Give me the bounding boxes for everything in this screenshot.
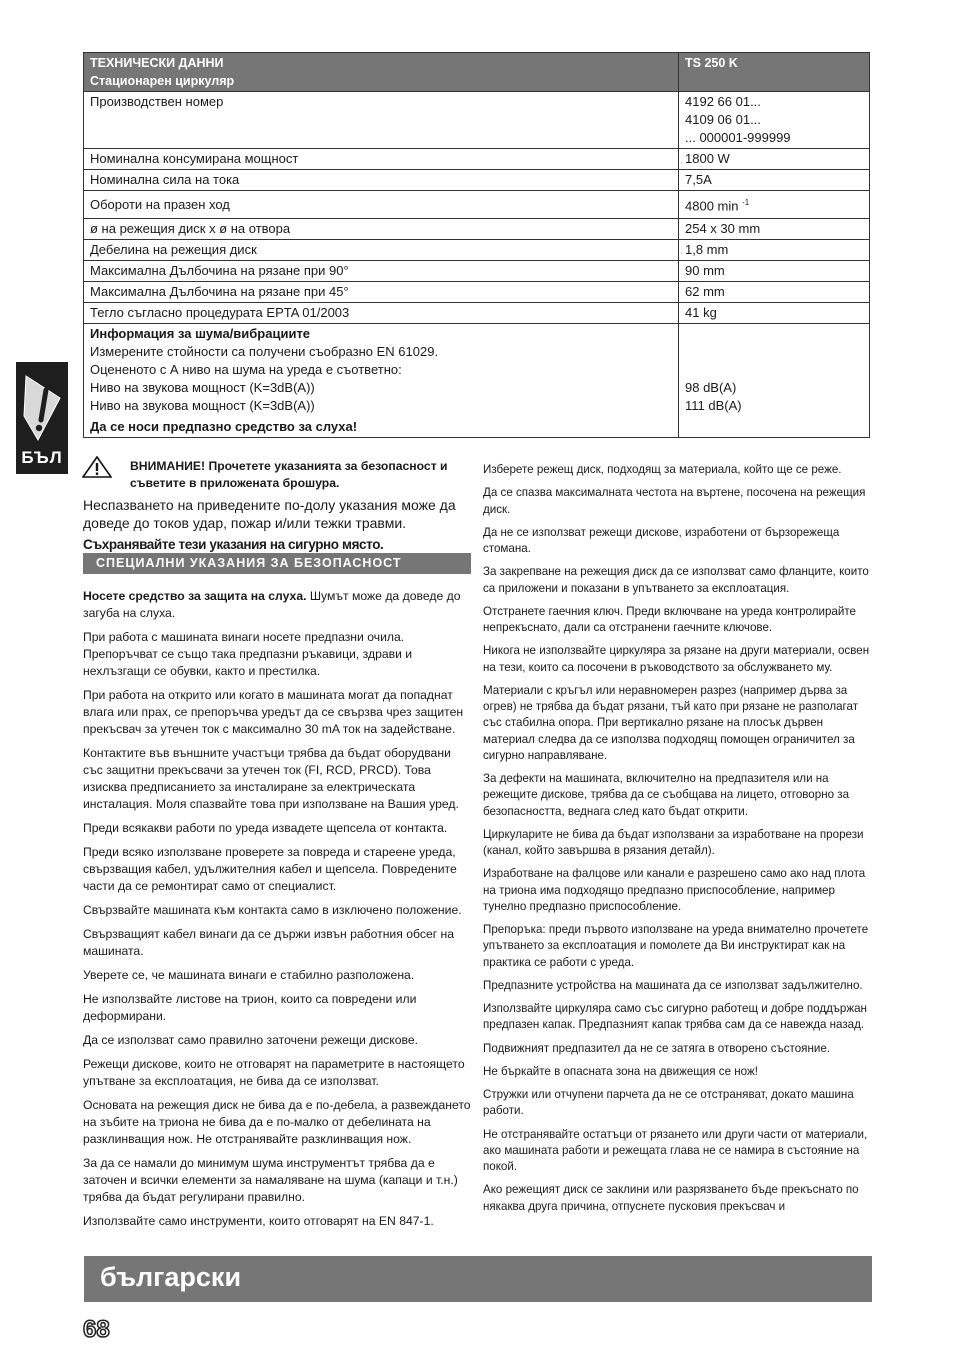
table-row — [84, 303, 870, 324]
paragraph: Основата на режещия диск не бива да е по-дебела, а развеждането на зъбите на триона не бива да е по-малко от дебелината на разклинващия нож. Не отстранявайте разклинващия нож. — [83, 1098, 471, 1146]
noise-line-2: Оцененото с А ниво на шума на уреда е съответно: — [90, 362, 402, 377]
product-number-1: 4192 66 01... — [685, 94, 761, 109]
noise-line-4: Ниво на звукова мощност (K=3dB(A)) — [90, 398, 315, 413]
technical-data-table — [83, 52, 870, 438]
table-row — [84, 191, 870, 219]
table-row — [84, 149, 870, 170]
row-value: 1800 W — [679, 149, 870, 170]
paragraph: Не бъркайте в опасната зона на движещия се нож! — [483, 1064, 758, 1078]
noise-row — [84, 324, 870, 438]
left-column — [83, 458, 471, 1237]
paragraph: При работа с машината винаги носете предпазни очила. Препоръчват се също така предпазни ръкавици, здрави и нехлъзгащи се обувки, както и престилка. — [83, 630, 413, 678]
noise-values — [679, 324, 870, 438]
paragraph: Циркуларите не бива да бъдат използвани за изработване на прорези (канал, който завършва в рязания детайл). — [483, 827, 864, 857]
section-heading: СПЕЦИАЛНИ УКАЗАНИЯ ЗА БЕЗОПАСНОСТ — [83, 553, 471, 574]
paragraph: Предпазните устройства на машината да се използват задължително. — [483, 978, 863, 992]
hearing-protection-note: Да се носи предпазно средство за слуха! — [90, 419, 358, 434]
paragraph: Не отстранявайте остатъци от рязането или други части от материали, ако машината работи и режещата глава не се намира в състояние на покой. — [483, 1127, 868, 1173]
paragraph — [83, 588, 471, 622]
warning-triangle-icon — [22, 370, 64, 444]
paragraph: Изработване на фалцове или канали е разрешено само ако над плота на триона има подходящо предпазно приспособление, например тунелно предпазно приспособление. — [483, 867, 866, 913]
noise-value-2: 111 dB(A) — [685, 398, 742, 413]
row-label: Максимална Дълбочина на рязане при 90° — [84, 261, 679, 282]
serial-range: ... 000001-999999 — [685, 130, 791, 145]
row-value — [679, 191, 870, 219]
noise-line-3: Ниво на звукова мощност (K=3dB(A)) — [90, 380, 315, 395]
row-label: Максимална Дълбочина на рязане при 45° — [84, 282, 679, 303]
row-label: Производствен номер — [84, 92, 679, 149]
paragraph: Препоръка: преди първото използване на уреда внимателно прочетете упътването за експлоатация и помолете да Ви инструктират как на практика се работи с уреда. — [483, 923, 869, 969]
warning-bold-text: ВНИМАНИЕ! Прочетете указанията за безопасност и съветите в приложената брошура. — [130, 459, 448, 490]
row-label: ø на режещия диск x ø на отвора — [84, 219, 679, 240]
footer-language-title: български — [100, 1262, 242, 1292]
language-side-tab — [16, 362, 68, 474]
table-row — [84, 240, 870, 261]
paragraph: За закрепване на режещия диск да се използват само фланците, които са приложени и показани в упътването за експлоатация. — [483, 565, 869, 595]
row-label: Обороти на празен ход — [84, 191, 679, 219]
paragraph: Използвайте циркуляра само със сигурно работещ и добре поддържан предпазен капак. Предпазният капак трябва сам да се навежда назад. — [483, 1002, 867, 1032]
row-value: 7,5A — [679, 170, 870, 191]
speed-unit-exponent: -1 — [742, 197, 750, 207]
row-label: Номинална консумирана мощност — [84, 149, 679, 170]
paragraph: Преди всякакви работи по уреда извадете щепсела от контакта. — [83, 821, 448, 835]
noise-line-1: Измерените стойности са получени съобразно EN 61029. — [90, 344, 439, 359]
row-value: 62 mm — [679, 282, 870, 303]
row-label: Тегло съгласно процедурата EPTA 01/2003 — [84, 303, 679, 324]
paragraph: Да се използват само правилно заточени режещи дискове. — [83, 1033, 418, 1047]
header-technical-data: ТЕХНИЧЕСКИ ДАННИ — [90, 56, 224, 70]
table-row — [84, 92, 870, 149]
product-number-2: 4109 06 01... — [685, 112, 761, 127]
paragraph: При работа на открито или когато в машината могат да попаднат влага или прах, се препоръчва уредът да се свързва чрез защитен прекъсвач за утечен ток с максимално 30 mA ток на задействане. — [83, 688, 464, 736]
paragraph: Ако режещият диск се заклини или разрязването бъде прекъснато по някаква друга причина, отпуснете пусковия прекъсвач и — [483, 1183, 859, 1213]
row-value: 1,8 mm — [679, 240, 870, 261]
header-model: TS 250 K — [679, 53, 870, 92]
paragraph: Не използвайте листове на трион, които са повредени или деформирани. — [83, 992, 417, 1023]
warning-icon — [82, 456, 112, 478]
page-number: 68 — [83, 1316, 110, 1343]
row-label: Дебелина на режещия диск — [84, 240, 679, 261]
paragraph: Подвижният предпазител да не се затяга в отворено състояние. — [483, 1041, 831, 1055]
table-row — [84, 282, 870, 303]
keep-instructions: Съхранявайте тези указания на сигурно място. — [83, 537, 384, 552]
paragraph: Свързвайте машината към контакта само в изключено положение. — [83, 903, 462, 917]
warning-heading — [82, 458, 471, 492]
hearing-bold: Носете средство за защита на слуха. — [83, 589, 307, 603]
noise-info — [84, 324, 679, 438]
paragraph: Стружки или отчупени парчета да не се отстраняват, докато машина работи. — [483, 1088, 854, 1118]
table-row — [84, 261, 870, 282]
paragraph: За да се намали до минимум шума инструментът трябва да е заточен и всички елементи за намаляване на шума (капаци и т.н.) трябва да бъдат регулирани правилно. — [83, 1156, 458, 1204]
header-product-type: Стационарен циркуляр — [90, 74, 235, 88]
paragraph: Да не се използват режещи дискове, изработени от бързорежеща стомана. — [483, 525, 840, 555]
noise-title: Информация за шума/вибрациите — [90, 326, 311, 341]
paragraph: Изберете режещ диск, подходящ за материала, който ще се реже. — [483, 463, 842, 476]
table-row — [84, 170, 870, 191]
row-value: 254 x 30 mm — [679, 219, 870, 240]
paragraph: За дефекти на машината, включително на предпазителя или на режещите дискове, трябва да се съобщава на лицето, отговорно за безопасността, веднага след като бъдат открити. — [483, 772, 850, 818]
paragraph: Никога не използвайте циркуляра за рязане на други материали, освен на тези, които са посочени в ръководството за обслужването му. — [483, 644, 870, 674]
paragraph: Използвайте само инструменти, които отговарят на EN 847-1. — [83, 1214, 434, 1228]
paragraph: Преди всяко използване проверете за повреда и стареене уреда, свързващия кабел, удължителния кабел и щепсела. Повредените части да се ремонтират само от специалист. — [83, 845, 457, 893]
row-label: Номинална сила на тока — [84, 170, 679, 191]
table-row — [84, 219, 870, 240]
table-header-row — [84, 53, 870, 92]
paragraph: Свързващият кабел винаги да се държи извън работния обсег на машината. — [83, 927, 455, 958]
right-column — [483, 462, 873, 1222]
language-footer-bar — [84, 1256, 872, 1302]
hearing-rest: Шумът може да доведе до загуба на слуха. — [83, 589, 461, 620]
paragraph: Отстранете гаечния ключ. Преди включване на уреда контролирайте непрекъснато, дали са отстранени гаечните ключове. — [483, 604, 856, 634]
row-value — [679, 92, 870, 149]
paragraph: Режещи дискове, които не отговарят на параметрите в настоящето упътване за експлоатация, не бива да се използват. — [83, 1057, 465, 1088]
paragraph: Уверете се, че машината винаги е стабилно разположена. — [83, 968, 415, 982]
paragraph: Да се спазва максималната честота на въртене, посочена на режещия диск. — [483, 486, 866, 516]
paragraph: Материали с кръгъл или неравномерен разрез (например дърва за огрев) не трябва да бъдат рязани, тъй като при рязане не разполагат със стабилна опора. При вертикално рязане на плосък дървен материал следва да се използва подходящ помощен ограничител за сигурно направляване. — [483, 683, 859, 762]
noise-value-1: 98 dB(A) — [685, 380, 737, 395]
table-header-title — [84, 53, 679, 92]
row-value: 90 mm — [679, 261, 870, 282]
paragraph: Контактите във външните участъци трябва да бъдат оборудвани със защитни прекъсвачи за утечен ток (FI, RCD, PRCD). Това изисква предписанието за инсталиране за електрическата инсталация. Моля спазвайте това при използване на Вашия уред. — [83, 746, 459, 811]
warning-text: Неспазването на приведените по-долу указания може да доведе до токов удар, пожар и/или тежки травми. — [83, 497, 456, 531]
speed-value: 4800 min — [685, 198, 739, 214]
row-value: 41 kg — [679, 303, 870, 324]
language-code: БЪЛ — [21, 448, 63, 467]
